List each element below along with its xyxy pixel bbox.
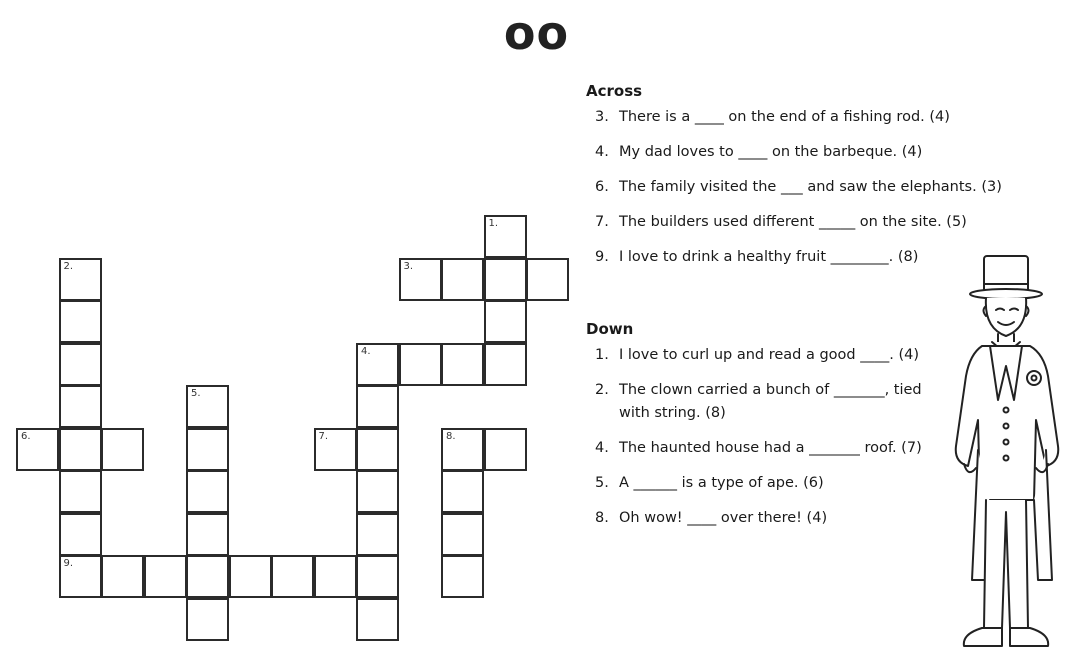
crossword-cell[interactable] bbox=[399, 258, 442, 301]
cell-number: 7. bbox=[318, 430, 329, 442]
crossword-cell[interactable] bbox=[101, 428, 144, 471]
crossword-cell[interactable] bbox=[314, 555, 357, 598]
down-clues bbox=[586, 320, 946, 542]
crossword-cell[interactable] bbox=[229, 555, 272, 598]
crossword-cell[interactable] bbox=[356, 555, 399, 598]
crossword-cell[interactable] bbox=[186, 598, 229, 641]
cell-number: 6. bbox=[21, 430, 31, 442]
crossword-cell[interactable] bbox=[484, 343, 527, 386]
clue-number: 3. bbox=[595, 109, 609, 125]
across-heading: Across bbox=[586, 82, 643, 100]
crossword-cell[interactable] bbox=[356, 428, 399, 471]
crossword-cell[interactable] bbox=[271, 555, 314, 598]
cell-number: 3. bbox=[403, 260, 414, 272]
crossword-cell[interactable] bbox=[356, 343, 399, 386]
across-clue bbox=[595, 176, 1026, 199]
clue-text: The family visited the ___ and saw the elephants. (3) bbox=[619, 179, 1002, 195]
cell-number: 1. bbox=[488, 218, 499, 229]
cell-number: 4. bbox=[361, 345, 371, 357]
clue-text: The builders used different _____ on the site. (5) bbox=[619, 214, 967, 230]
down-clue bbox=[595, 344, 946, 367]
across-clue bbox=[595, 211, 1026, 234]
crossword-cell[interactable] bbox=[356, 513, 399, 556]
crossword-cell[interactable] bbox=[59, 470, 102, 513]
crossword-cell[interactable] bbox=[441, 513, 484, 556]
crossword-cell[interactable] bbox=[441, 470, 484, 513]
clue-number: 2. bbox=[595, 382, 609, 398]
crossword-cell[interactable] bbox=[186, 555, 229, 598]
clue-text: There is a ____ on the end of a fishing rod. (4) bbox=[619, 109, 950, 125]
crossword-cell[interactable] bbox=[356, 598, 399, 641]
crossword-cell[interactable] bbox=[441, 555, 484, 598]
crossword-cell[interactable] bbox=[59, 300, 102, 343]
crossword-cell[interactable] bbox=[59, 343, 102, 386]
clue-number: 1. bbox=[595, 347, 609, 363]
cell-number: 5. bbox=[191, 388, 201, 399]
crossword-cell[interactable] bbox=[186, 428, 229, 471]
crossword-cell[interactable] bbox=[101, 555, 144, 598]
crossword-cell[interactable] bbox=[314, 428, 357, 471]
crossword-cell[interactable] bbox=[59, 385, 102, 428]
crossword-cell[interactable] bbox=[186, 513, 229, 556]
crossword-cell[interactable] bbox=[59, 513, 102, 556]
crossword-cell[interactable] bbox=[59, 428, 102, 471]
crossword-cell[interactable] bbox=[186, 470, 229, 513]
down-clue bbox=[595, 437, 946, 460]
clue-number: 9. bbox=[595, 249, 609, 265]
clue-number: 4. bbox=[595, 440, 609, 456]
crossword-cell[interactable] bbox=[484, 215, 527, 258]
crossword-cell[interactable] bbox=[441, 258, 484, 301]
clue-text: The clown carried a bunch of _______, tied with string. (8) bbox=[619, 382, 922, 421]
crossword-cell[interactable] bbox=[484, 300, 527, 343]
clue-text: I love to drink a healthy fruit ________. (8) bbox=[619, 249, 919, 265]
crossword-cell[interactable] bbox=[526, 258, 569, 301]
clue-text: A ______ is a type of ape. (6) bbox=[619, 475, 824, 491]
crossword-cell[interactable] bbox=[59, 555, 102, 598]
clue-text: The haunted house had a _______ roof. (7) bbox=[619, 440, 922, 456]
clue-text: I love to curl up and read a good ____. (4) bbox=[619, 347, 919, 363]
down-clue bbox=[595, 507, 946, 530]
cell-number: 8. bbox=[446, 430, 456, 442]
clue-number: 6. bbox=[595, 179, 609, 195]
down-heading: Down bbox=[586, 320, 634, 338]
across-clue bbox=[595, 106, 1026, 129]
cell-number: 9. bbox=[63, 558, 74, 569]
across-clue bbox=[595, 141, 1026, 164]
crossword-cell[interactable] bbox=[16, 428, 59, 471]
clue-text: Oh wow! ____ over there! (4) bbox=[619, 510, 828, 526]
crossword-cell[interactable] bbox=[59, 258, 102, 301]
clue-number: 5. bbox=[595, 475, 609, 491]
crossword-cell[interactable] bbox=[356, 385, 399, 428]
crossword-cell[interactable] bbox=[144, 555, 187, 598]
clue-number: 4. bbox=[595, 144, 609, 160]
crossword-cell[interactable] bbox=[441, 428, 484, 471]
down-clue bbox=[595, 379, 946, 425]
down-clue bbox=[595, 472, 946, 495]
page-title: oo bbox=[503, 6, 570, 60]
clue-number: 8. bbox=[595, 510, 609, 526]
crossword-cell[interactable] bbox=[484, 258, 527, 301]
crossword-cell[interactable] bbox=[399, 343, 442, 386]
clue-text: My dad loves to ____ on the barbeque. (4) bbox=[619, 144, 923, 160]
clue-number: 7. bbox=[595, 214, 609, 230]
cell-number: 2. bbox=[63, 260, 74, 272]
crossword-cell[interactable] bbox=[484, 428, 527, 471]
crossword-cell[interactable] bbox=[356, 470, 399, 513]
crossword-cell[interactable] bbox=[441, 343, 484, 386]
crossword-cell[interactable] bbox=[186, 385, 229, 428]
gentleman-top-hat-illustration bbox=[942, 250, 1072, 655]
